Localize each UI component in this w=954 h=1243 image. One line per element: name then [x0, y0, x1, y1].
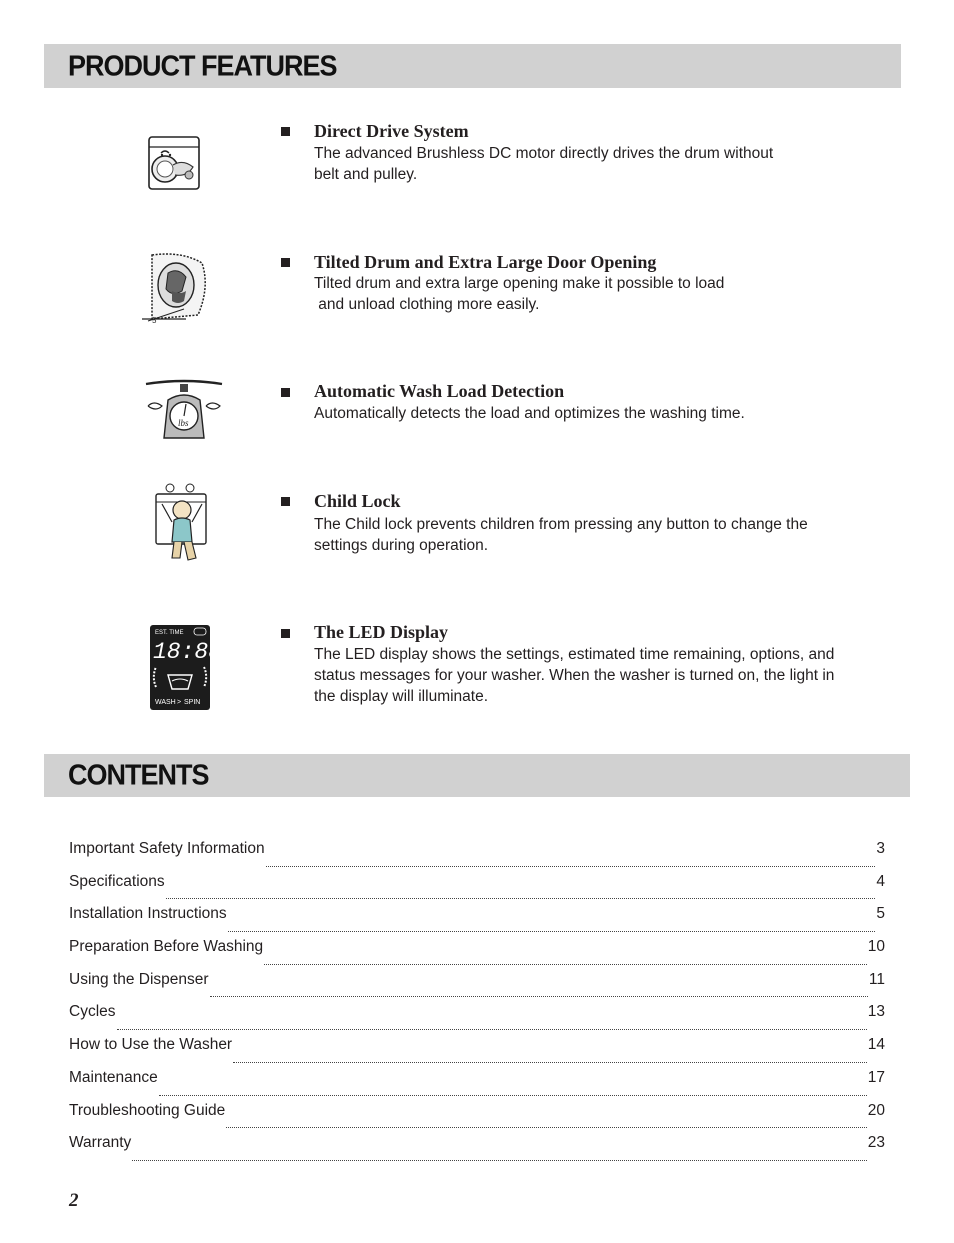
feature-description	[314, 514, 808, 556]
toc-leader	[233, 1061, 867, 1063]
bullet	[281, 127, 290, 136]
product-features-heading: PRODUCT FEATURES	[68, 50, 337, 82]
toc-row[interactable]	[69, 873, 885, 906]
toc-label: Troubleshooting Guide	[69, 1101, 226, 1119]
led-digits: 18:88	[153, 639, 223, 665]
toc-page: 17	[867, 1068, 885, 1086]
toc-row[interactable]	[69, 905, 885, 938]
toc-page: 5	[876, 905, 885, 923]
toc-page: 23	[867, 1134, 885, 1152]
toc-leader	[210, 995, 868, 997]
desc-line: settings during operation.	[314, 537, 489, 554]
toc-row[interactable]	[69, 1003, 885, 1036]
desc-line: Tilted drum and extra large opening make it possible to load	[314, 275, 725, 292]
desc-line: The LED display shows the settings, estimated time remaining, options, and	[314, 646, 835, 663]
toc-leader	[266, 865, 876, 867]
feature-title: The LED Display	[314, 622, 449, 642]
page-number: 2	[69, 1190, 79, 1211]
toc-row[interactable]	[69, 971, 885, 1004]
spin-label: SPIN	[184, 699, 201, 706]
direct-drive-washer-icon	[143, 135, 203, 193]
feature-title: Tilted Drum and Extra Large Door Opening	[314, 252, 657, 272]
desc-line: and unload clothing more easily.	[314, 296, 540, 313]
toc-row[interactable]	[69, 840, 885, 873]
contents-banner	[44, 754, 910, 797]
bullet	[281, 388, 290, 397]
toc-label: Important Safety Information	[69, 840, 265, 857]
table-of-contents	[69, 840, 885, 1167]
toc-label: Installation Instructions	[69, 905, 227, 923]
toc-page: 20	[867, 1101, 885, 1119]
desc-line: status messages for your washer. When the washer is turned on, the light in	[314, 667, 835, 684]
toc-page: 4	[876, 872, 885, 890]
toc-row[interactable]	[69, 1036, 885, 1069]
feature-title: Direct Drive System	[314, 121, 469, 141]
toc-label: How to Use the Washer	[69, 1036, 233, 1054]
desc-line: belt and pulley.	[314, 166, 418, 183]
toc-label: Warranty	[69, 1134, 132, 1152]
toc-leader	[159, 1094, 867, 1096]
child-lock-icon	[150, 482, 212, 574]
est-time-label: EST. TIME	[155, 630, 184, 636]
feature-description	[314, 403, 745, 424]
toc-row[interactable]	[69, 1102, 885, 1135]
toc-page: 3	[876, 840, 885, 857]
svg-text:>: >	[177, 699, 182, 706]
angle-label: 5°	[152, 316, 160, 325]
toc-leader	[132, 1159, 866, 1161]
product-features-banner	[44, 44, 901, 88]
toc-page: 14	[867, 1036, 885, 1054]
contents-heading: CONTENTS	[68, 759, 209, 791]
toc-page: 13	[867, 1003, 885, 1021]
toc-leader	[117, 1028, 867, 1030]
toc-label: Maintenance	[69, 1068, 158, 1086]
bullet	[281, 258, 290, 267]
toc-label: Using the Dispenser	[69, 970, 209, 988]
toc-label: Specifications	[69, 872, 165, 890]
toc-page: 11	[868, 970, 885, 988]
toc-leader	[228, 930, 876, 932]
toc-leader	[264, 963, 867, 965]
wash-label: WASH	[155, 699, 176, 706]
toc-leader	[166, 897, 876, 899]
desc-line: the display will illuminate.	[314, 688, 489, 705]
feature-title: Child Lock	[314, 491, 401, 511]
desc-line: Automatically detects the load and optimizes the washing time.	[314, 405, 745, 422]
desc-line: The Child lock prevents children from pressing any button to change the	[314, 516, 808, 533]
scale-icon	[140, 380, 230, 440]
toc-row[interactable]	[69, 938, 885, 971]
bullet	[281, 629, 290, 638]
toc-leader	[226, 1126, 867, 1128]
toc-page: 10	[867, 938, 885, 956]
toc-label: Cycles	[69, 1003, 116, 1021]
feature-description	[314, 273, 724, 315]
lbs-label: lbs	[178, 418, 189, 428]
desc-line: The advanced Brushless DC motor directly drives the drum without	[314, 145, 774, 162]
led-display-icon	[150, 625, 223, 710]
feature-description	[314, 143, 773, 185]
feature-description	[314, 644, 834, 707]
feature-title: Automatic Wash Load Detection	[314, 381, 565, 401]
tilted-drum-icon	[138, 251, 212, 327]
toc-row[interactable]	[69, 1069, 885, 1102]
toc-row[interactable]	[69, 1134, 885, 1167]
toc-label: Preparation Before Washing	[69, 938, 264, 956]
bullet	[281, 497, 290, 506]
